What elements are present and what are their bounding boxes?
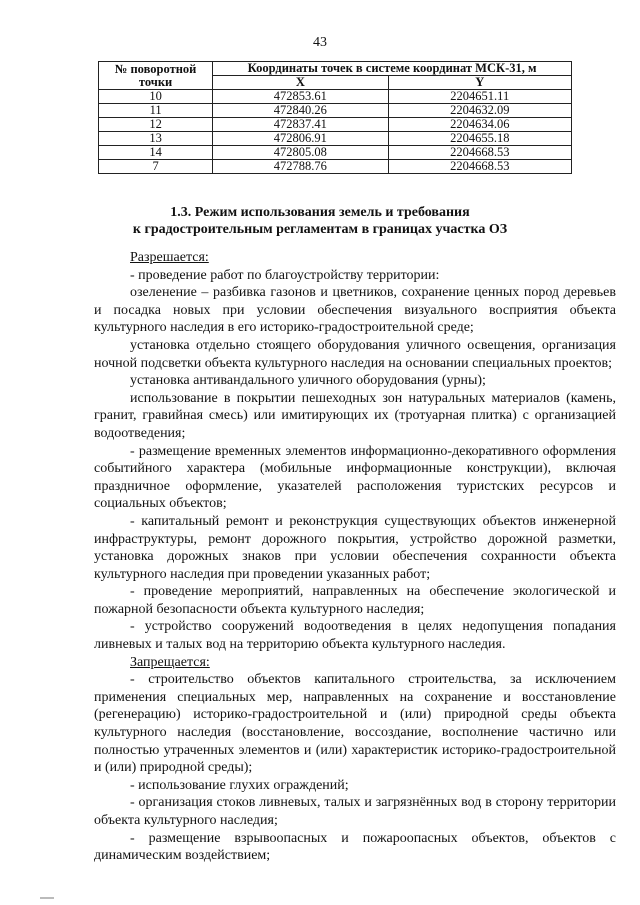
table-row — [99, 146, 572, 160]
cell-x: 472805.08 — [213, 146, 388, 160]
header-x: X — [213, 76, 388, 90]
cell-y: 2204651.11 — [388, 90, 572, 104]
cell-point: 7 — [99, 160, 213, 174]
cell-y: 2204668.53 — [388, 146, 572, 160]
table-row — [99, 132, 572, 146]
table-row — [99, 104, 572, 118]
cell-y: 2204634.06 — [388, 118, 572, 132]
cell-y: 2204632.09 — [388, 104, 572, 118]
cell-x: 472806.91 — [213, 132, 388, 146]
allowed-item: озеленение – разбивка газонов и цветников, сохранение ценных пород деревьев и посадка новых при условии обеспечения визуального восприятия объекта культурного наследия в его историко-градостроительной среде; — [94, 285, 616, 336]
prohibited-item: - использование глухих ограждений; — [130, 777, 349, 793]
cell-y: 2204655.18 — [388, 132, 572, 146]
header-coordinate-system: Координаты точек в системе координат МСК-31, м — [213, 62, 572, 76]
allowed-item: - капитальный ремонт и реконструкция существующих объектов инженерной инфраструктуры, ремонт дорожного покрытия, устройство дорожной разметки, установка дорожных знаков при условии обеспечения сохранности объекта культурного наследия при проведении указанных работ; — [94, 513, 616, 582]
allowed-item: - устройство сооружений водоотведения в целях недопущения попадания ливневых и талых вод на территорию объекта культурного наследия. — [94, 619, 616, 653]
page-number: 43 — [313, 35, 327, 50]
cell-y: 2204668.53 — [388, 160, 572, 174]
allowed-item: - проведение работ по благоустройству территории: — [130, 267, 440, 283]
header-point-number: № поворотной точки — [99, 62, 213, 90]
regulations-body — [94, 249, 616, 865]
cell-point: 13 — [99, 132, 213, 146]
cell-point: 11 — [99, 104, 213, 118]
prohibited-heading: Запрещается: — [130, 654, 210, 670]
cell-x: 472853.61 — [213, 90, 388, 104]
cell-point: 14 — [99, 146, 213, 160]
prohibited-item: - организация стоков ливневых, талых и загрязнённых вод в сторону территории объекта культурного наследия; — [94, 795, 616, 828]
scan-artifact — [40, 897, 54, 899]
section-title-line-1: 1.3. Режим использования земель и требования — [170, 205, 470, 220]
cell-x: 472788.76 — [213, 160, 388, 174]
prohibited-item: - строительство объектов капитального строительства, за исключением применения специальных мер, направленных на сохранение и восстановление (регенерацию) историко-градостроительной и (или) природной среды объекта культурного наследия (восстановление, воссоздание, восполнение частично или полностью утраченных элементов и (или) характеристик историко-градостроительной и (или) природной среды); — [94, 672, 616, 776]
allowed-item: установка антивандального уличного оборудования (урны); — [130, 373, 486, 389]
cell-point: 10 — [99, 90, 213, 104]
section-title — [0, 204, 640, 238]
table-row — [99, 118, 572, 132]
cell-point: 12 — [99, 118, 213, 132]
allowed-item: - размещение временных элементов информационно-декоративного оформления событийного характера (мобильные информационные конструкции), включая праздничное оформление, указателей расположения туристских ресурсов и социальных объектов; — [94, 443, 616, 512]
header-y: Y — [388, 76, 572, 90]
allowed-item: - проведение мероприятий, направленных на обеспечение экологической и пожарной безопасности объекта культурного наследия; — [94, 584, 616, 617]
table-row — [99, 90, 572, 104]
table-row — [99, 160, 572, 174]
cell-x: 472840.26 — [213, 104, 388, 118]
prohibited-item: - размещение взрывоопасных и пожароопасных объектов, объектов с динамическим воздействием; — [94, 830, 616, 864]
cell-x: 472837.41 — [213, 118, 388, 132]
section-title-line-2: к градостроительным регламентам в границах участка ОЗ — [132, 222, 508, 237]
allowed-heading: Разрешается: — [130, 250, 209, 265]
allowed-item: использование в покрытии пешеходных зон натуральных материалов (камень, гранит, гравийная смесь) или имитирующих их (тротуарная плитка) с организацией водоотведения; — [94, 390, 616, 441]
allowed-item: установка отдельно стоящего оборудования уличного освещения, организация ночной подсветки объекта культурного наследия на основании специальных проектов; — [94, 337, 616, 371]
coordinates-table — [98, 61, 572, 174]
